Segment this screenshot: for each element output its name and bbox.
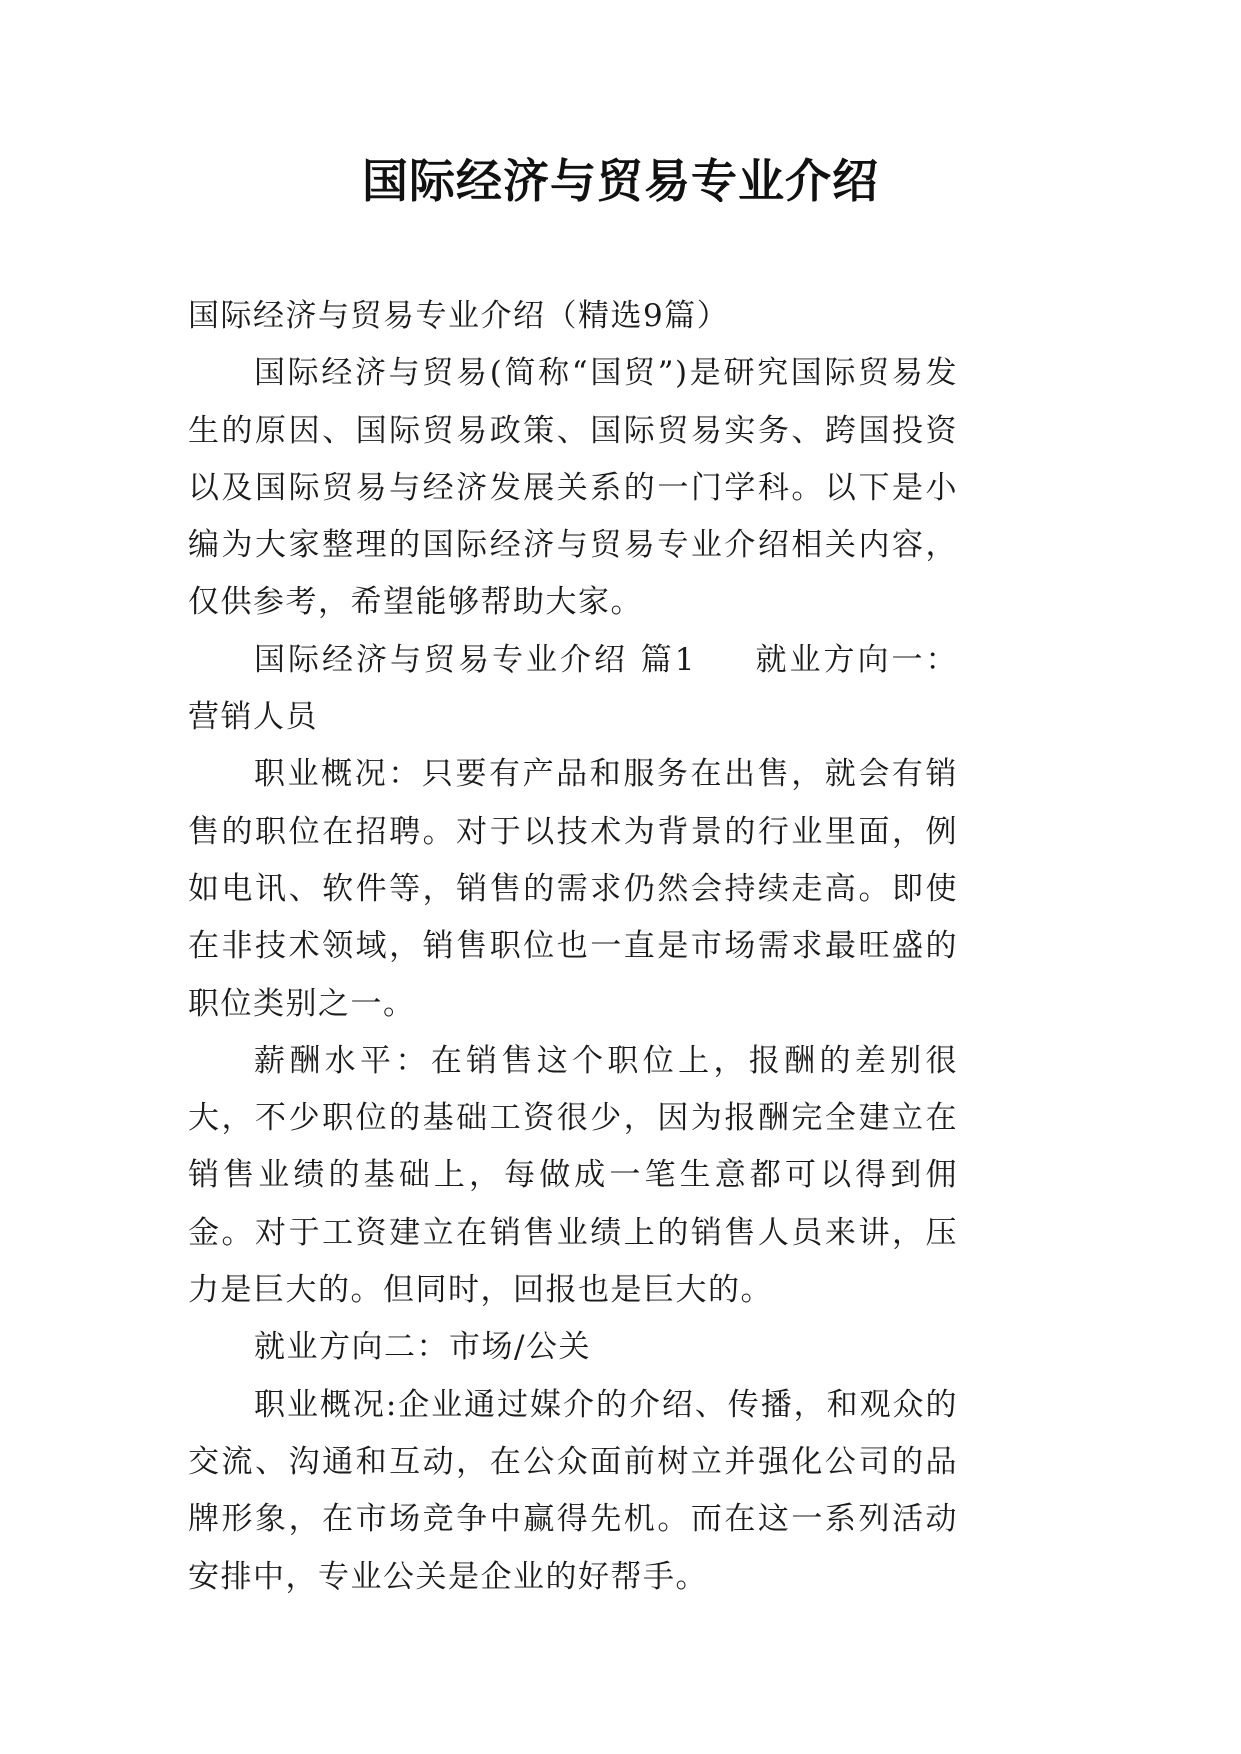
section-1-line (188, 632, 958, 747)
section-1-heading: 国际经济与贸易专业介绍 篇1 (254, 641, 697, 678)
direction-1-overview: 职业概况：只要有产品和服务在出售，就会有销售的职位在招聘。对于以技术为背景的行业里面，例如电讯、软件等，销售的需求仍然会持续走高。即使在非技术领域，销售职位也一直是市场需求最旺盛的职位类别之一。 (188, 756, 958, 1022)
document-title: 国际经济与贸易专业介绍 (362, 154, 879, 208)
direction-2-overview: 职业概况:企业通过媒介的介绍、传播，和观众的交流、沟通和互动，在公众面前树立并强化公司的品牌形象，在市场竞争中赢得先机。而在这一系列活动安排中，专业公关是企业的好帮手。 (188, 1386, 958, 1595)
intro-paragraph: 国际经济与贸易(简称“国贸”)是研究国际贸易发生的原因、国际贸易政策、国际贸易实务、跨国投资以及国际贸易与经济发展关系的一门学科。以下是小编为大家整理的国际经济与贸易专业介绍相关内容，仅供参考，希望能够帮助大家。 (188, 355, 958, 621)
direction-1-salary: 薪酬水平：在销售这个职位上，报酬的差别很大，不少职位的基础工资很少，因为报酬完全建立在销售业绩的基础上，每做成一笔生意都可以得到佣金。对于工资建立在销售业绩上的销售人员来讲，压力是巨大的。但同时，回报也是巨大的。 (188, 1042, 958, 1309)
document-subtitle: 国际经济与贸易专业介绍（精选9篇） (188, 298, 730, 334)
direction-1-heading: 就业方向一：营销人员 (188, 641, 959, 736)
document-body (188, 288, 958, 1606)
direction-2-heading: 就业方向二：市场/公关 (254, 1329, 591, 1366)
